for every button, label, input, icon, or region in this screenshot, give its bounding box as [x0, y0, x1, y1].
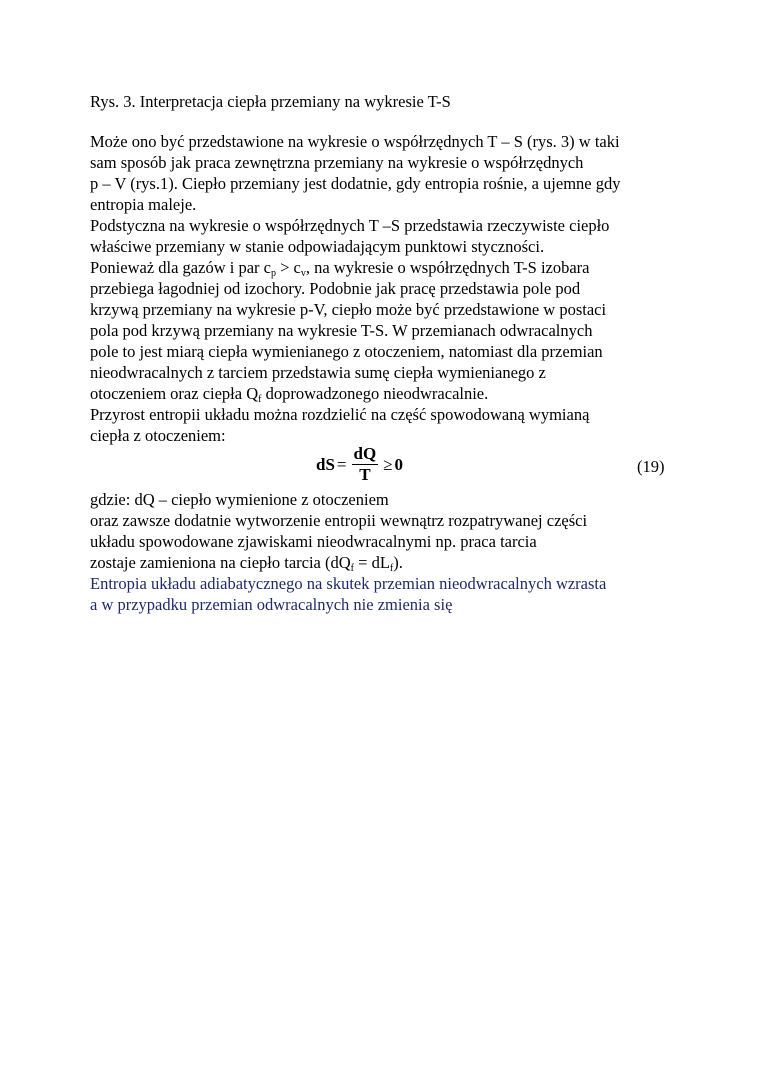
fraction [352, 445, 379, 484]
text-line: Podstyczna na wykresie o współrzędnych T –S przedstawia rzeczywiste ciepło [90, 216, 610, 235]
text-line: gdzie: dQ – ciepło wymienione z otoczeniem [90, 490, 389, 509]
text-line: entropia maleje. [90, 195, 197, 214]
figure-caption: Rys. 3. Interpretacja ciepła przemiany na wykresie T-S [90, 92, 451, 111]
text-line-blue: a w przypadku przemian odwracalnych nie zmienia się [90, 595, 453, 614]
text-fragment: > c [275, 258, 301, 277]
text-line-friction [90, 552, 690, 573]
text-line: układu spowodowane zjawiskami nieodwracalnymi np. praca tarcia [90, 532, 537, 551]
text-line: pole to jest miarą ciepła wymienianego z otoczeniem, natomiast dla przemian [90, 342, 603, 361]
text-line-cp [90, 257, 680, 278]
subscript: f [258, 394, 262, 405]
fraction-denominator: T [359, 465, 371, 484]
text-line: krzywą przemiany na wykresie p-V, ciepło może być przedstawione w postaci [90, 300, 607, 319]
text-line: Może ono być przedstawione na wykresie o współrzędnych T – S (rys. 3) w taki [90, 132, 620, 151]
text-line-qf [90, 383, 680, 404]
text-line: przebiega łagodniej od izochory. Podobnie jak pracę przedstawia pole pod [90, 279, 581, 298]
subscript: f [350, 563, 355, 574]
text-line: p – V (rys.1). Ciepło przemiany jest dodatnie, gdy entropia rośnie, a ujemne gdy [90, 174, 621, 193]
text-fragment: Ponieważ dla gazów i par c [90, 258, 271, 277]
equation-rhs: 0 [394, 454, 404, 474]
equation-lhs: dS [316, 454, 335, 474]
text-fragment: doprowadzonego nieodwracalnie. [261, 384, 489, 403]
text-line: nieodwracalnych z tarciem przedstawia sumę ciepła wymienianego z [90, 363, 546, 382]
equation-number: (19) [637, 457, 665, 476]
subscript: v [300, 268, 306, 279]
text-line: sam sposób jak praca zewnętrzna przemiany na wykresie o współrzędnych [90, 153, 584, 172]
text-fragment: , na wykresie o współrzędnych T-S izobara [305, 258, 590, 277]
text-fragment: = dL [354, 553, 390, 572]
equals-sign: = [336, 454, 347, 474]
text-fragment: otoczeniem oraz ciepła Q [90, 384, 259, 403]
subscript: p [270, 268, 276, 279]
text-fragment: zostaje zamieniona na ciepło tarcia (dQ [90, 553, 351, 572]
fraction-numerator: dQ [353, 444, 377, 463]
text-line: oraz zawsze dodatnie wytworzenie entropii wewnątrz rozpatrywanej części [90, 511, 588, 530]
text-line: Przyrost entropii układu można rozdzielić na część spowodowaną wymianą [90, 405, 590, 424]
entropy-equation [316, 445, 403, 484]
subscript: f [389, 563, 394, 574]
relation-sign: ≥ [383, 454, 393, 474]
body-paragraph-1 [90, 131, 680, 446]
text-fragment: ). [393, 553, 403, 572]
text-line: pola pod krzywą przemiany na wykresie T-S. W przemianach odwracalnych [90, 321, 593, 340]
text-line: właściwe przemiany w stanie odpowiadającym punktowi styczności. [90, 237, 545, 256]
text-line: ciepła z otoczeniem: [90, 426, 226, 445]
body-paragraph-2 [90, 489, 690, 615]
text-line-blue: Entropia układu adiabatycznego na skutek przemian nieodwracalnych wzrasta [90, 574, 607, 593]
